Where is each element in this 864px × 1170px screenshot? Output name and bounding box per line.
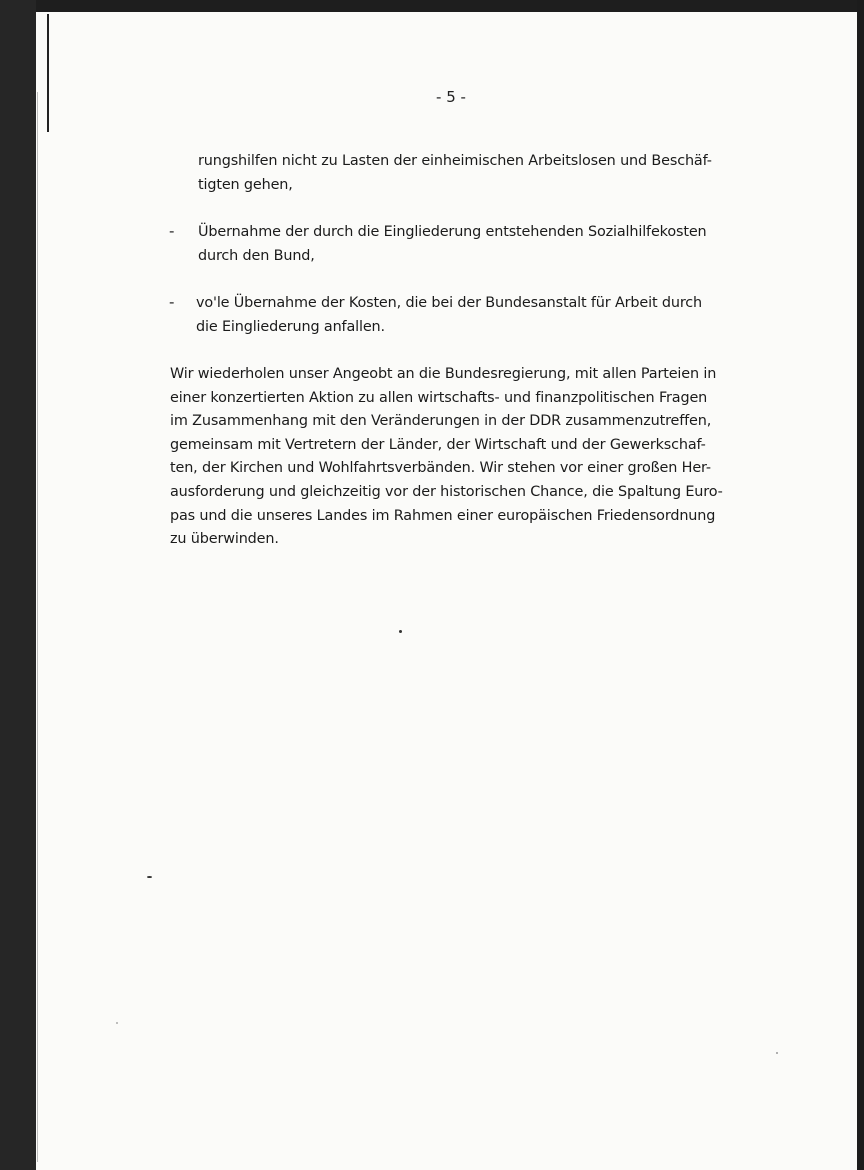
scan-border-right (857, 0, 864, 1170)
bullet-dash: - (169, 293, 175, 311)
binding-line (47, 14, 49, 132)
paragraph-line: zu überwinden. (170, 531, 279, 548)
document-page (36, 12, 857, 1170)
text-line: rungshilfen nicht zu Lasten der einheimischen Arbeitslosen und Beschäf- (198, 153, 712, 169)
bullet-line: die Eingliederung anfallen. (196, 318, 385, 335)
paragraph-line: Wir wiederholen unser Angeobt an die Bundesregierung, mit allen Parteien in (170, 366, 717, 382)
scan-speck (776, 1052, 778, 1054)
paragraph-line: pas und die unseres Landes im Rahmen einer europäischen Friedensordnung (170, 507, 716, 524)
paragraph-line: ten, der Kirchen und Wohlfahrtsverbänden. Wir stehen vor einer großen Her- (170, 460, 711, 477)
scan-speck (399, 630, 402, 633)
scan-speck (147, 876, 152, 878)
paragraph-line: ausforderung und gleichzeitig vor der historischen Chance, die Spaltung Euro- (170, 483, 723, 500)
paragraph-line: im Zusammenhang mit den Veränderungen in der DDR zusammenzutreffen, (170, 413, 712, 430)
bullet-item (198, 221, 707, 268)
continuation-text (198, 150, 712, 197)
bullet-item (196, 292, 702, 339)
text-line: tigten gehen, (198, 176, 293, 193)
paragraph-line: einer konzertierten Aktion zu allen wirtschafts- und finanzpolitischen Fragen (170, 389, 708, 406)
paragraph-line: gemeinsam mit Vertretern der Länder, der Wirtschaft und der Gewerkschaf- (170, 436, 706, 453)
body-paragraph (170, 363, 723, 552)
page-number: - 5 - (436, 88, 466, 106)
page-edge-shadow (37, 92, 38, 1162)
scan-speck (116, 1022, 118, 1024)
bullet-line: vo'le Übernahme der Kosten, die bei der Bundesanstalt für Arbeit durch (196, 295, 703, 311)
scan-border-left (0, 0, 36, 1170)
bullet-line: Übernahme der durch die Eingliederung entstehenden Sozialhilfekosten (198, 224, 707, 240)
scan-border-top (0, 0, 864, 12)
bullet-line: durch den Bund, (198, 247, 315, 264)
bullet-dash: - (169, 222, 175, 240)
